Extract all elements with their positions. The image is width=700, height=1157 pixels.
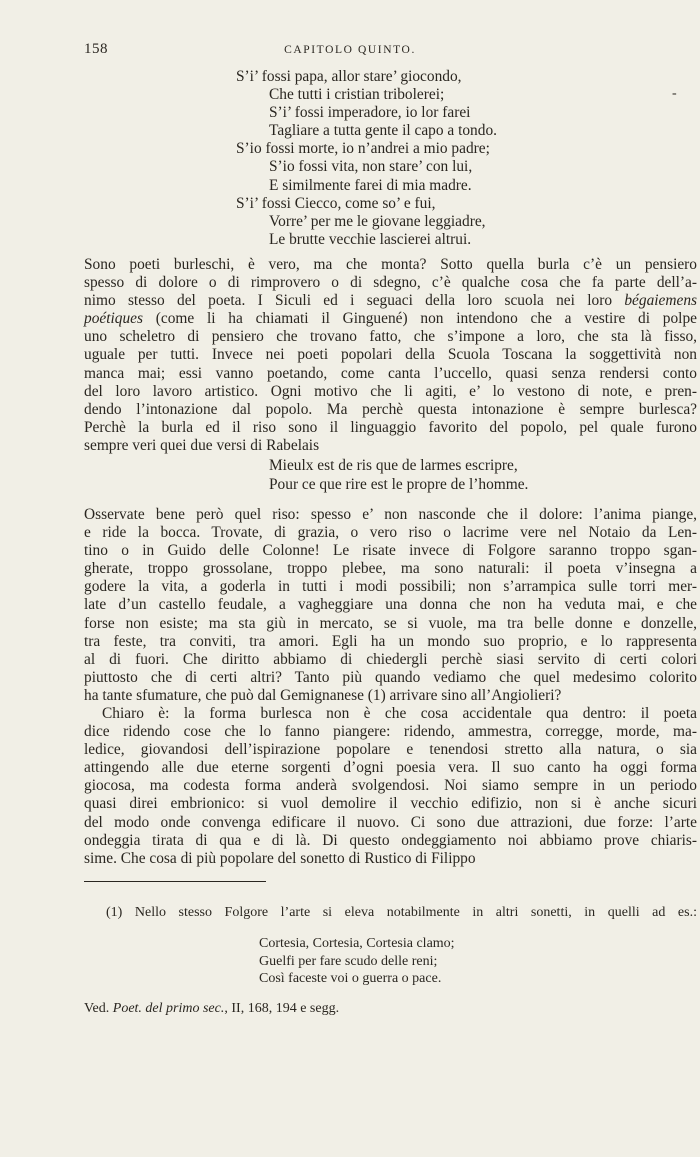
text-line: late d’un castello feudale, a vagheggiare una donna che non ha veduta mai, e che	[84, 596, 697, 614]
text-line: Chiaro è: la forma burlesca non è che cosa accidentale qua dentro: il poeta	[102, 705, 697, 722]
footnote-verse-line: Così faceste voi o guerra o pace.	[259, 971, 442, 986]
footnote-divider	[84, 881, 266, 882]
footnote-text: (1) Nello stesso Folgore l’arte si eleva notabilmente in altri sonetti, in quelli ad es.:	[106, 905, 697, 920]
italic-term: bégaiemens	[624, 292, 697, 310]
paragraph-chiaro	[84, 705, 697, 868]
italic-term: poétiques	[84, 310, 143, 328]
text-line: forse non esiste; ma sta giù in mercato, se si vuole, ma tra belle donne e donzelle,	[84, 614, 697, 632]
text-line: ondeggia tirata di qua e di là. Di questo ondeggiamento noi abbiamo prove chiaris-	[84, 831, 697, 849]
text-line: attingendo alle due eterne sorgenti d’ogni poesia vera. Il suo canto ha oggi forma	[84, 759, 697, 777]
text-line: gherate, troppo grossolane, troppo plebee, ma sono naturali: il poeta v’insegna a	[84, 560, 697, 578]
text-line: uno scheletro di pensiero che trovano fatto, che s’impone a loro, che sta là fisso,	[84, 328, 697, 346]
footnote-verse-line: Guelfi per fare scudo delle reni;	[259, 953, 438, 969]
text-line: godere la vita, a goderla in tutti i modi possibili; non s’arrampica sulle torri mer-	[84, 578, 697, 596]
text-line: e ride la bocca. Trovate, di grazia, o vero riso o lacrime vere nel Notaio da Len-	[84, 524, 697, 542]
verse-line: S’io fossi morte, io n’andrei a mio padre;	[236, 140, 490, 158]
margin-mark: -	[672, 86, 677, 101]
paragraph-burleschi	[84, 256, 697, 455]
text-line: sempre veri quei due versi di Rabelais	[84, 436, 320, 454]
text-line: del loro lavoro artistico. Ogni motivo che li agiti, e’ lo vestono di note, e pren-	[84, 382, 697, 400]
footnote-verses	[259, 935, 455, 988]
ref-prefix: Ved.	[84, 1001, 110, 1016]
running-title: CAPITOLO QUINTO.	[284, 44, 416, 56]
text-line: Sono poeti burleschi, è vero, ma che monta? Sotto quella burla c’è un pensiero	[84, 256, 697, 273]
text-line: quasi direi embrionico: si vuol demolire il vecchio edifizio, non si è anche sicuri	[84, 795, 697, 813]
text-line: uguale per tutti. Invece nei poeti popolari della Scuola Toscana la soggettività non	[84, 346, 697, 364]
verse-line: S’io fossi vita, non stare’ con lui,	[269, 158, 473, 176]
footnote-verse-line: Cortesia, Cortesia, Cortesia clamo;	[259, 936, 455, 951]
text-line: dice ridendo cose che lo fanno piangere: ridendo, ammestra, corregge, morde, ma-	[84, 723, 697, 741]
sonnet-verses	[236, 68, 497, 249]
text-line: ha tante sfumature, che può dal Gemignanese (1) arrivare sino all’Angiolieri?	[84, 686, 562, 704]
text-line: piuttosto che di certi altri? Tanto più quando vediamo che quel medesimo colorito	[84, 668, 697, 686]
verse-line: S’i’ fossi papa, allor stare’ giocondo,	[236, 68, 462, 85]
text-line: manca mai; essi vanno poetando, come canta l’uccello, quasi senza rendersi conto	[84, 364, 697, 382]
verse-line: S’i’ fossi imperadore, io lor farei	[269, 104, 471, 122]
verse-line: Che tutti i cristian tribolerei;	[269, 86, 445, 104]
footnote-intro	[106, 904, 697, 922]
quote-line: Pour ce que rire est le propre de l’homme.	[269, 476, 529, 493]
verse-line: Vorre’ per me le giovane leggiadre,	[269, 212, 486, 230]
verse-line: S’i’ fossi Ciecco, come so’ e fui,	[236, 194, 436, 212]
text-line: ledice, giovandosi dell’ispirazione popolare e tenendosi stretto alla natura, o sia	[84, 741, 697, 759]
ref-suffix: , II, 168, 194 e segg.	[224, 1001, 340, 1016]
text-line: spesso di dolore o di rimprovero o di sdegno, c’è qualche cosa che fa parte dell’a-	[84, 274, 697, 292]
page-number: 158	[84, 41, 108, 57]
text-line: Perchè la burla ed il riso sono il linguaggio favorito del popolo, pel quale furono	[84, 418, 697, 436]
text-segment: nimo stesso del poeta. I Siculi ed i seguaci della loro scuola nei loro	[84, 292, 613, 310]
text-line: del modo onde convenga edificare il nuovo. Ci sono due attrazioni, due forze: l’arte	[84, 813, 697, 831]
text-line	[84, 310, 697, 328]
text-segment: (come li ha chiamati il Ginguené) non intendono che a vestire di polpe	[155, 310, 697, 328]
text-line: tra feste, tra conviti, tra amori. Egli ha un mondo suo proprio, e lo rappresenta	[84, 632, 697, 650]
text-line	[84, 292, 697, 310]
verse-line: Tagliare a tutta gente il capo a tondo.	[269, 122, 497, 140]
verse-line: Le brutte vecchie lascierei altrui.	[269, 230, 472, 248]
text-line: tino o in Guido delle Colonne! Le risate invece di Folgore saranno troppo sgan-	[84, 542, 697, 560]
text-line: al di fuori. Che diritto abbiamo di chiedergli perchè siasi servito di certi colori	[84, 650, 697, 668]
paragraph-osservate	[84, 506, 697, 705]
footnote-reference	[84, 1001, 339, 1017]
text-line: Osservate bene però quel riso: spesso e’ non nasconde che il dolore: l’anima piange,	[84, 506, 697, 523]
quote-line: Mieulx est de ris que de larmes escripre,	[269, 457, 518, 474]
text-line: giocosa, ma codesta forma anderà svolgendosi. Noi siamo sempre in un periodo	[84, 777, 697, 795]
text-line: sime. Che cosa di più popolare del sonetto di Rustico di Filippo	[84, 849, 476, 867]
ref-title: Poet. del primo sec.	[112, 1001, 225, 1016]
verse-line: E similmente farei di mia madre.	[269, 176, 472, 194]
rabelais-quote	[269, 456, 528, 494]
text-line: dendo l’intonazione dal popolo. Ma perchè questa intonazione è sempre burlesca?	[84, 400, 697, 418]
